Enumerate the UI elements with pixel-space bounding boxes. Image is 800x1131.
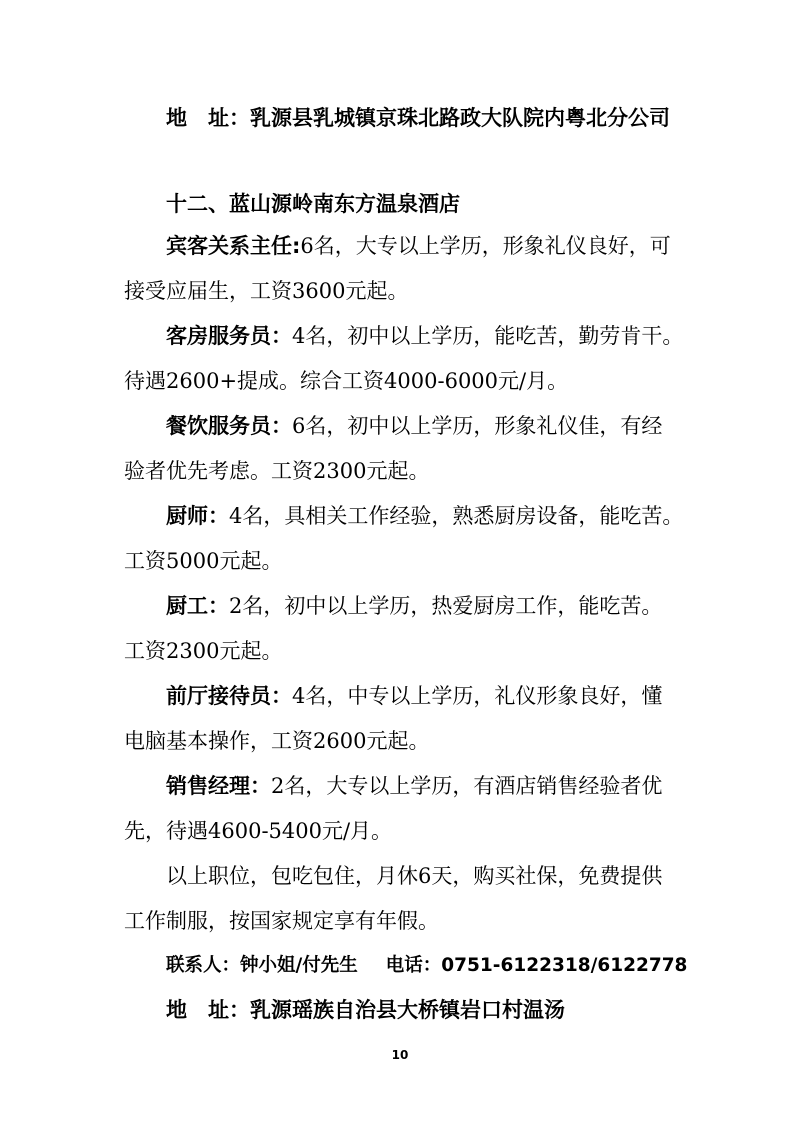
page-number: 10 <box>391 1048 409 1062</box>
job-title: 客房服务员 <box>166 324 271 348</box>
job-title-sep: : <box>292 234 301 258</box>
address-line <box>166 996 686 1024</box>
job-line <box>166 592 686 620</box>
job-title: 厨师 <box>166 504 208 528</box>
job-detail: 4名，具相关工作经验，熟悉厨房设备，能吃苦。 <box>229 504 684 528</box>
job-title: 销售经理 <box>166 774 250 798</box>
benefits-line: 以上职位，包吃包住，月休6天，购买社保，免费提供 <box>166 864 663 888</box>
phone-number: 0751-6122318/6122778 <box>441 955 688 976</box>
address-value: 乳源县乳城镇京珠北路政大队院内粤北分公司 <box>250 106 670 130</box>
contact-line <box>166 952 686 980</box>
job-line <box>166 412 678 440</box>
job-line <box>166 682 678 710</box>
address-label: 地 址： <box>166 106 250 130</box>
job-title: 宾客关系主任 <box>166 234 292 258</box>
job-title: 餐饮服务员 <box>166 414 271 438</box>
phone-label: 电话： <box>385 955 442 976</box>
contact-names: 钟小姐/付先生 <box>240 955 358 976</box>
section-title: 十二、蓝山源岭南东方温泉酒店 <box>166 192 460 216</box>
job-line-continued: 接受应届生，工资3600元起。 <box>124 279 409 303</box>
job-line <box>166 232 678 260</box>
job-line-continued: 工资5000元起。 <box>124 549 283 573</box>
job-title-sep: ： <box>271 684 292 708</box>
job-line <box>166 322 686 350</box>
job-detail: 6名，初中以上学历，形象礼仪佳，有经 <box>292 414 663 438</box>
job-title-sep: ： <box>250 774 271 798</box>
previous-address-line <box>166 104 686 132</box>
job-line-continued: 验者优先考虑。工资2300元起。 <box>124 459 430 483</box>
job-title: 前厅接待员 <box>166 684 271 708</box>
job-detail: 2名，初中以上学历，热爱厨房工作，能吃苦。 <box>229 594 663 618</box>
job-title-sep: ： <box>271 324 292 348</box>
job-detail: 6名，大专以上学历，形象礼仪良好，可 <box>300 234 671 258</box>
job-title: 厨工 <box>166 594 208 618</box>
address-label: 地 址： <box>166 998 250 1022</box>
job-detail: 4名，中专以上学历，礼仪形象良好，懂 <box>292 684 663 708</box>
address-value: 乳源瑶族自治县大桥镇岩口村温汤 <box>250 998 565 1022</box>
job-title-sep: ： <box>271 414 292 438</box>
job-title-sep: ： <box>208 594 229 618</box>
job-line-continued: 电脑基本操作，工资2600元起。 <box>124 729 430 753</box>
benefits-line-continued: 工作制服，按国家规定享有年假。 <box>124 909 439 933</box>
job-title-sep: ： <box>208 504 229 528</box>
contact-label: 联系人： <box>166 955 241 976</box>
job-line <box>166 502 686 530</box>
job-line-continued: 先，待遇4600-5400元/月。 <box>124 819 393 843</box>
job-line-continued: 待遇2600+提成。综合工资4000-6000元/月。 <box>124 369 569 393</box>
job-detail: 2名，大专以上学历，有酒店销售经验者优 <box>271 774 663 798</box>
job-detail: 4名，初中以上学历，能吃苦，勤劳肯干。 <box>292 324 684 348</box>
job-line-continued: 工资2300元起。 <box>124 639 283 663</box>
job-line <box>166 772 678 800</box>
